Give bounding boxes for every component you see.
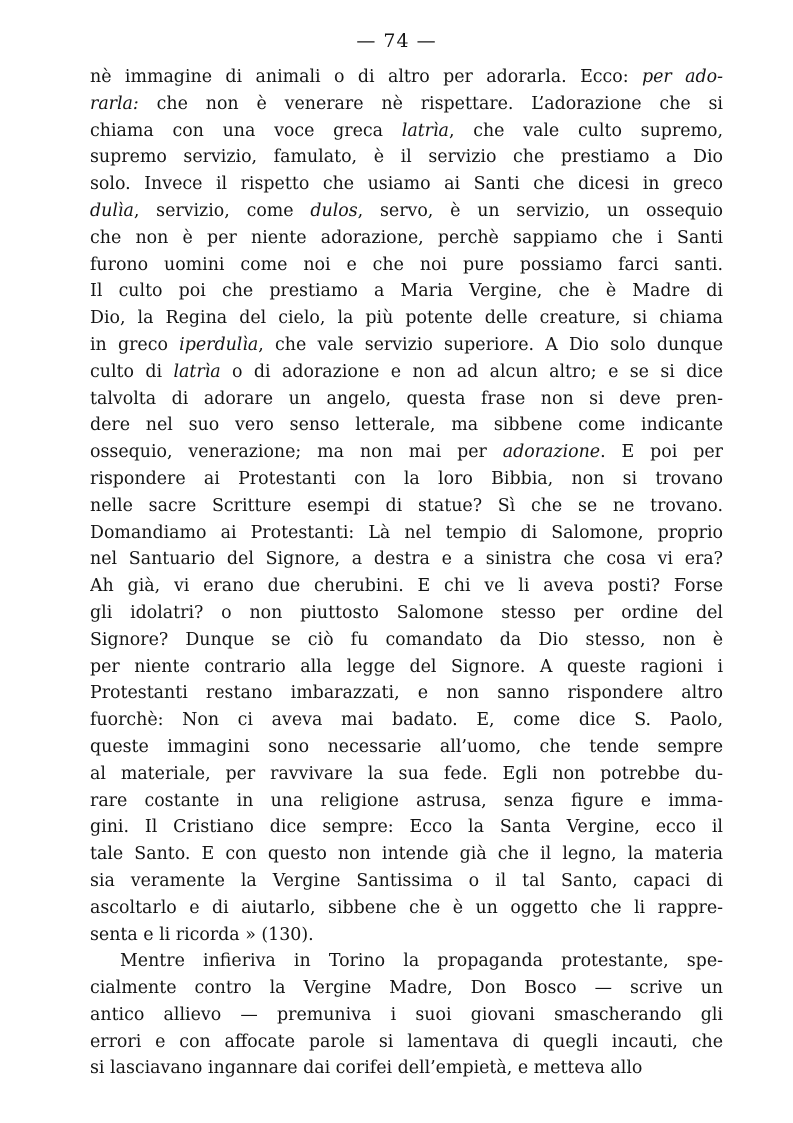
text-segment: cialmente contro la Vergine Madre, Don Bosco — scrive un	[90, 978, 723, 999]
text-line	[90, 707, 723, 734]
text-segment: solo. Invece il rispetto che usiamo ai Santi che dicesi in greco	[90, 174, 723, 195]
text-line	[90, 493, 723, 520]
text-segment: Ah già, vi erano due cherubini. E chi ve li aveva posti? Forse	[90, 576, 723, 597]
text-segment: queste immagini sono necessarie all’uomo, che tende sempre	[90, 736, 723, 757]
italic-term: latrìa	[173, 361, 221, 382]
text-segment: in greco	[90, 334, 180, 355]
text-line	[90, 466, 723, 493]
text-line	[90, 1055, 723, 1082]
text-line	[90, 680, 723, 707]
text-segment: , che vale servizio superiore. A Dio solo dunque	[258, 334, 723, 355]
text-segment: talvolta di adorare un angelo, questa frase non si deve pren-	[90, 388, 723, 409]
text-segment: supremo servizio, famulato, è il servizio che prestiamo a Dio	[90, 147, 723, 168]
text-segment: Dio, la Regina del cielo, la più potente delle creature, si chiama	[90, 308, 723, 329]
text-segment: al materiale, per ravvivare la sua fede. Egli non potrebbe du-	[90, 763, 723, 784]
text-segment: culto di	[90, 361, 174, 382]
text-segment: , che vale culto supremo,	[448, 120, 723, 141]
text-line	[90, 868, 723, 895]
text-segment: . E poi per	[600, 442, 723, 463]
text-line	[90, 91, 723, 118]
italic-term: iperdulìa	[179, 334, 259, 355]
text-segment: Signore? Dunque se ciò fu comandato da Dio stesso, non è	[90, 629, 723, 650]
italic-term: dulos	[310, 200, 358, 221]
text-line	[90, 386, 723, 413]
text-line	[90, 600, 723, 627]
text-line	[90, 734, 723, 761]
text-line	[90, 546, 723, 573]
text-segment: ascoltarlo e di aiutarlo, sibbene che è un oggetto che li rappre-	[90, 897, 723, 918]
text-line	[90, 814, 723, 841]
text-line	[90, 278, 723, 305]
text-line	[90, 1029, 723, 1056]
text-segment: dere nel suo vero senso letterale, ma sibbene come indicante	[90, 415, 723, 436]
text-line	[90, 948, 723, 975]
text-line	[90, 225, 723, 252]
body-text	[90, 64, 723, 1082]
italic-term: per ado-	[642, 67, 723, 87]
text-segment: errori e con affocate parole si lamentava di quegli incauti, che	[90, 1031, 723, 1052]
text-segment: , servo, è un servizio, un ossequio	[357, 200, 723, 221]
text-line	[90, 788, 723, 815]
text-segment: o di adorazione e non ad alcun altro; e se si dice	[220, 361, 723, 382]
text-line	[90, 922, 723, 949]
text-segment: Il culto poi che prestiamo a Maria Vergine, che è Madre di	[90, 281, 723, 302]
text-line	[90, 761, 723, 788]
text-segment: si lasciavano ingannare dai corifei dell’empietà, e metteva allo	[90, 1058, 643, 1079]
text-segment: Mentre infieriva in Torino la propaganda protestante, spe-	[120, 951, 723, 972]
text-line	[90, 1002, 723, 1029]
text-segment: senta e li ricorda » (130).	[90, 924, 314, 945]
text-segment: tale Santo. E con questo non intende già che il legno, la materia	[90, 844, 723, 865]
text-segment: antico allievo — premuniva i suoi giovani smascherando gli	[90, 1004, 723, 1025]
text-line	[90, 198, 723, 225]
text-line	[90, 332, 723, 359]
text-segment: Protestanti restano imbarazzati, e non sanno rispondere altro	[90, 683, 723, 704]
italic-term: rarla:	[90, 93, 139, 114]
text-segment: Domandiamo ai Protestanti: Là nel tempio di Salomone, proprio	[90, 522, 723, 543]
text-line	[90, 573, 723, 600]
text-segment: fuorchè: Non ci aveva mai badato. E, come dice S. Paolo,	[90, 710, 723, 731]
text-line	[90, 359, 723, 386]
text-segment: rare costante in una religione astrusa, senza figure e imma-	[90, 790, 723, 811]
text-line	[90, 841, 723, 868]
text-segment: , servizio, come	[133, 200, 311, 221]
text-line	[90, 654, 723, 681]
text-line	[90, 64, 723, 91]
italic-term: adorazione	[502, 442, 601, 463]
text-segment: nelle sacre Scritture esempi di statue? Sì che se ne trovano.	[90, 495, 723, 516]
text-line	[90, 171, 723, 198]
text-segment: gini. Il Cristiano dice sempre: Ecco la Santa Vergine, ecco il	[90, 817, 723, 838]
text-line	[90, 305, 723, 332]
text-segment: furono uomini come noi e che noi pure possiamo farci santi.	[90, 254, 723, 275]
text-segment: gli idolatri? o non piuttosto Salomone stesso per ordine del	[90, 602, 723, 623]
text-line	[90, 895, 723, 922]
text-segment: che non è venerare nè rispettare. L’adorazione che si	[138, 93, 723, 114]
text-segment: sia veramente la Vergine Santissima o il tal Santo, capaci di	[90, 870, 723, 891]
text-line	[90, 975, 723, 1002]
text-segment: per niente contrario alla legge del Signore. A queste ragioni i	[90, 656, 723, 677]
text-line	[90, 520, 723, 547]
text-segment: chiama con una voce greca	[90, 120, 402, 141]
text-segment: rispondere ai Protestanti con la loro Bibbia, non si trovano	[90, 468, 723, 489]
text-segment: nel Santuario del Signore, a destra e a sinistra che cosa vi era?	[90, 549, 723, 570]
text-line	[90, 439, 723, 466]
page-number: — 74 —	[356, 30, 437, 52]
text-line	[90, 627, 723, 654]
text-line	[90, 118, 723, 145]
text-line	[90, 144, 723, 171]
text-segment: che non è per niente adorazione, perchè sappiamo che i Santi	[90, 227, 723, 248]
text-line	[90, 412, 723, 439]
italic-term: dulìa	[90, 200, 134, 221]
text-line	[90, 252, 723, 279]
text-segment: nè immagine di animali o di altro per adorarla. Ecco:	[90, 67, 642, 87]
text-segment: ossequio, venerazione; ma non mai per	[90, 442, 503, 463]
italic-term: latrìa	[401, 120, 449, 141]
